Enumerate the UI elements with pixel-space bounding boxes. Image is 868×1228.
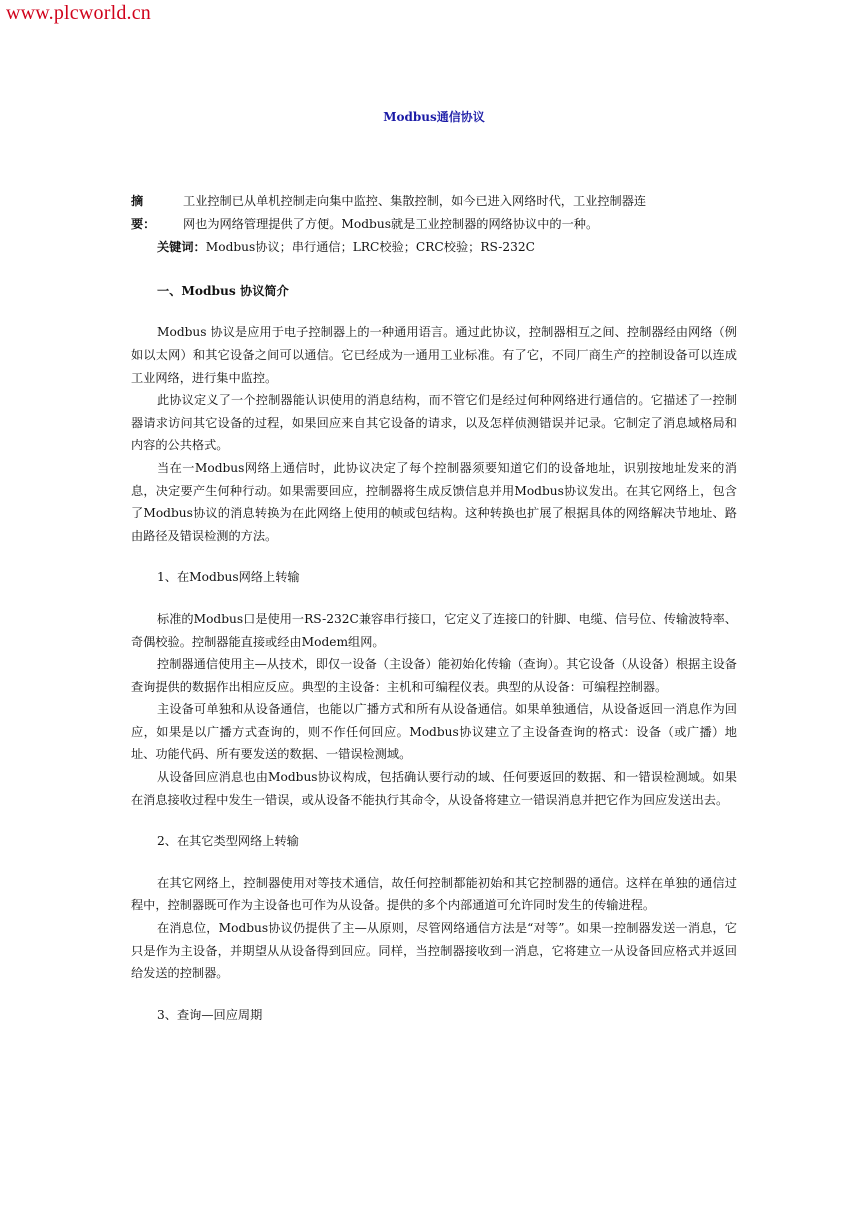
subsection-3-heading: 3、查询—回应周期	[157, 1007, 263, 1022]
abstract-text	[183, 190, 737, 235]
document-body	[131, 190, 737, 1045]
section-1-heading: 一、Modbus 协议简介	[157, 283, 289, 298]
subsection-1-heading: 1、在Modbus网络上转输	[157, 570, 300, 585]
paragraph: 控制器通信使用主—从技术，即仅一设备（主设备）能初始化传输（查询）。其它设备（从设备）根据主设备查询提供的数据作出相应反应。典型的主设备：主机和可编程仪表。典型的从设备：可编程控制器。	[131, 657, 737, 694]
abstract-line-2: 网也为网络管理提供了方便。Modbus就是工业控制器的网络协议中的一种。	[183, 216, 599, 231]
paragraph: 标准的Modbus口是使用一RS-232C兼容串行接口，它定义了连接口的针脚、电缆、信号位、传输波特率、奇偶校验。控制器能直接或经由Modem组网。	[131, 611, 737, 649]
abstract-line-1: 工业控制已从单机控制走向集中监控、集散控制，如今已进入网络时代，工业控制器连	[183, 194, 647, 208]
abstract	[131, 190, 737, 235]
keywords-label: 关键词：	[157, 240, 206, 255]
paragraph: 当在一Modbus网络上通信时，此协议决定了每个控制器须要知道它们的设备地址，识别按地址发来的消息，决定要产生何种行动。如果需要回应，控制器将生成反馈信息并用Modbus协议发出。在其它网络上，包含了Modbus协议的消息转换为在此网络上使用的帧或包结构。这种转换也扩展了根据具体的网络解决节地址、路由路径及错误检测的方法。	[131, 460, 737, 543]
paragraph: 在消息位，Modbus协议仍提供了主—从原则，尽管网络通信方法是“对等”。如果一控制器发送一消息，它只是作为主设备，并期望从从设备得到回应。同样，当控制器接收到一消息，它将建立一从设备回应格式并返回给发送的控制器。	[131, 921, 737, 981]
document-title: Modbus通信协议	[383, 110, 485, 124]
paragraph: 此协议定义了一个控制器能认识使用的消息结构，而不管它们是经过何种网络进行通信的。它描述了一控制器请求访问其它设备的过程，如果回应来自其它设备的请求，以及怎样侦测错误并记录。它制定了消息域格局和内容的公共格式。	[131, 393, 737, 453]
paragraph: Modbus 协议是应用于电子控制器上的一种通用语言。通过此协议，控制器相互之间、控制器经由网络（例如以太网）和其它设备之间可以通信。它已经成为一通用工业标准。有了它，不同厂商生产的控制设备可以连成工业网络，进行集中监控。	[131, 325, 737, 385]
subsection-2-heading: 2、在其它类型网络上转输	[157, 834, 299, 849]
abstract-label: 摘要：	[131, 194, 156, 231]
site-watermark: www.plcworld.cn	[6, 2, 152, 24]
keywords-text: Modbus协议；串行通信；LRC校验；CRC校验；RS-232C	[205, 240, 535, 255]
paragraph: 从设备回应消息也由Modbus协议构成，包括确认要行动的域、任何要返回的数据、和一错误检测域。如果在消息接收过程中发生一错误，或从设备不能执行其命令，从设备将建立一错误消息并把它作为回应发送出去。	[131, 770, 737, 807]
paragraph: 在其它网络上，控制器使用对等技术通信，故任何控制都能初始和其它控制器的通信。这样在单独的通信过程中，控制器既可作为主设备也可作为从设备。提供的多个内部通道可允许同时发生的传输进程。	[131, 875, 737, 913]
keywords	[131, 236, 737, 259]
paragraph: 主设备可单独和从设备通信，也能以广播方式和所有从设备通信。如果单独通信，从设备返回一消息作为回应，如果是以广播方式查询的，则不作任何回应。Modbus协议建立了主设备查询的格式：设备（或广播）地址、功能代码、所有要发送的数据、一错误检测域。	[131, 702, 737, 762]
